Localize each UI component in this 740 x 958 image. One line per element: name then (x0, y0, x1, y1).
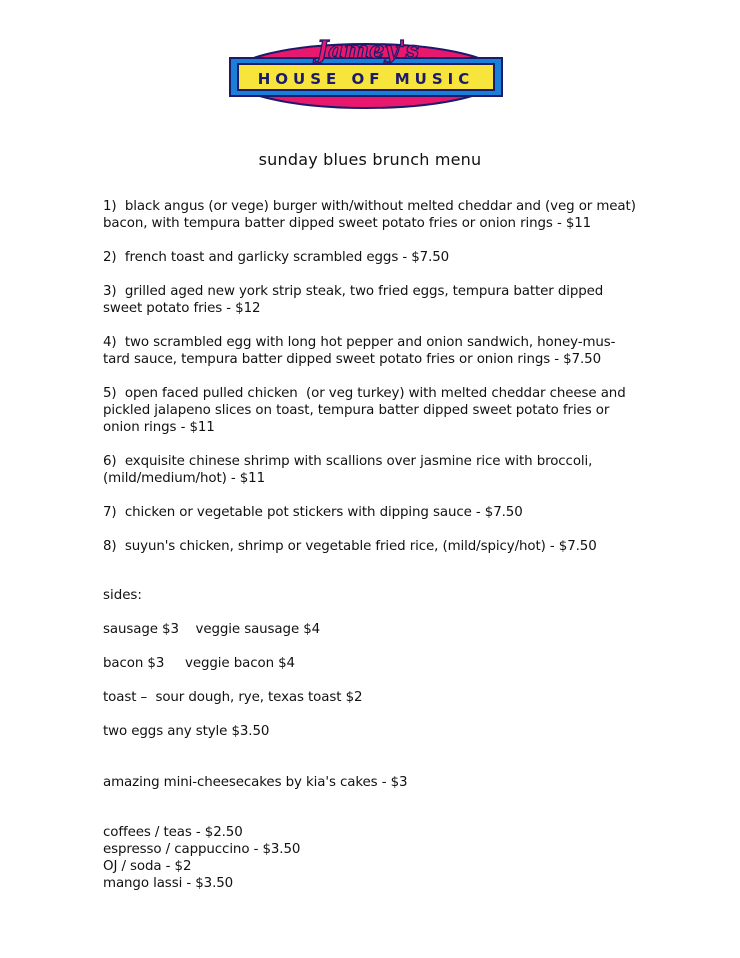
sides-heading: sides: (103, 588, 142, 603)
menu-item: 5) open faced pulled chicken (or veg turkey) with melted cheddar cheese and pickled jalapeno slices on toast, tempura batter dipped sweet potato fries or onion rings - $11 (103, 386, 630, 435)
drink-item: OJ / soda - $2 (103, 859, 192, 874)
logo-script-text: Jamey's (316, 35, 420, 64)
menu-item: 7) chicken or vegetable pot stickers with dipping sauce - $7.50 (103, 505, 523, 520)
side-item: bacon $3 veggie bacon $4 (103, 656, 295, 671)
side-item: two eggs any style $3.50 (103, 724, 270, 739)
menu-item-list (103, 198, 638, 572)
drinks-list (103, 824, 300, 892)
side-item: toast – sour dough, rye, texas toast $2 (103, 690, 363, 705)
menu-item: 6) exquisite chinese shrimp with scallions over jasmine rice with broccoli, (mild/medium/hot) - $11 (103, 454, 597, 486)
sides-list (103, 621, 638, 757)
dessert-item: amazing mini-cheesecakes by kia's cakes - $3 (103, 775, 408, 790)
menu-item: 4) two scrambled egg with long hot pepper and onion sandwich, honey-mus-tard sauce, tempura batter dipped sweet potato fries or onion rings - $7.50 (103, 335, 616, 367)
drink-item: coffees / teas - $2.50 (103, 825, 243, 840)
logo-banner-text: HOUSE OF MUSIC (257, 70, 475, 88)
menu-item: 1) black angus (or vege) burger with/without melted cheddar and (veg or meat) bacon, with tempura batter dipped sweet potato fries or onion rings - $11 (103, 199, 640, 231)
menu-item: 3) grilled aged new york strip steak, two fried eggs, tempura batter dipped sweet potato fries - $12 (103, 284, 608, 316)
drink-item: espresso / cappuccino - $3.50 (103, 842, 301, 857)
menu-title: sunday blues brunch menu (258, 150, 482, 169)
menu-item: 2) french toast and garlicky scrambled eggs - $7.50 (103, 250, 450, 265)
menu-item: 8) suyun's chicken, shrimp or vegetable fried rice, (mild/spicy/hot) - $7.50 (103, 539, 597, 554)
side-item: sausage $3 veggie sausage $4 (103, 622, 321, 637)
drink-item: mango lassi - $3.50 (103, 876, 234, 891)
jameys-house-of-music-logo (228, 26, 504, 110)
